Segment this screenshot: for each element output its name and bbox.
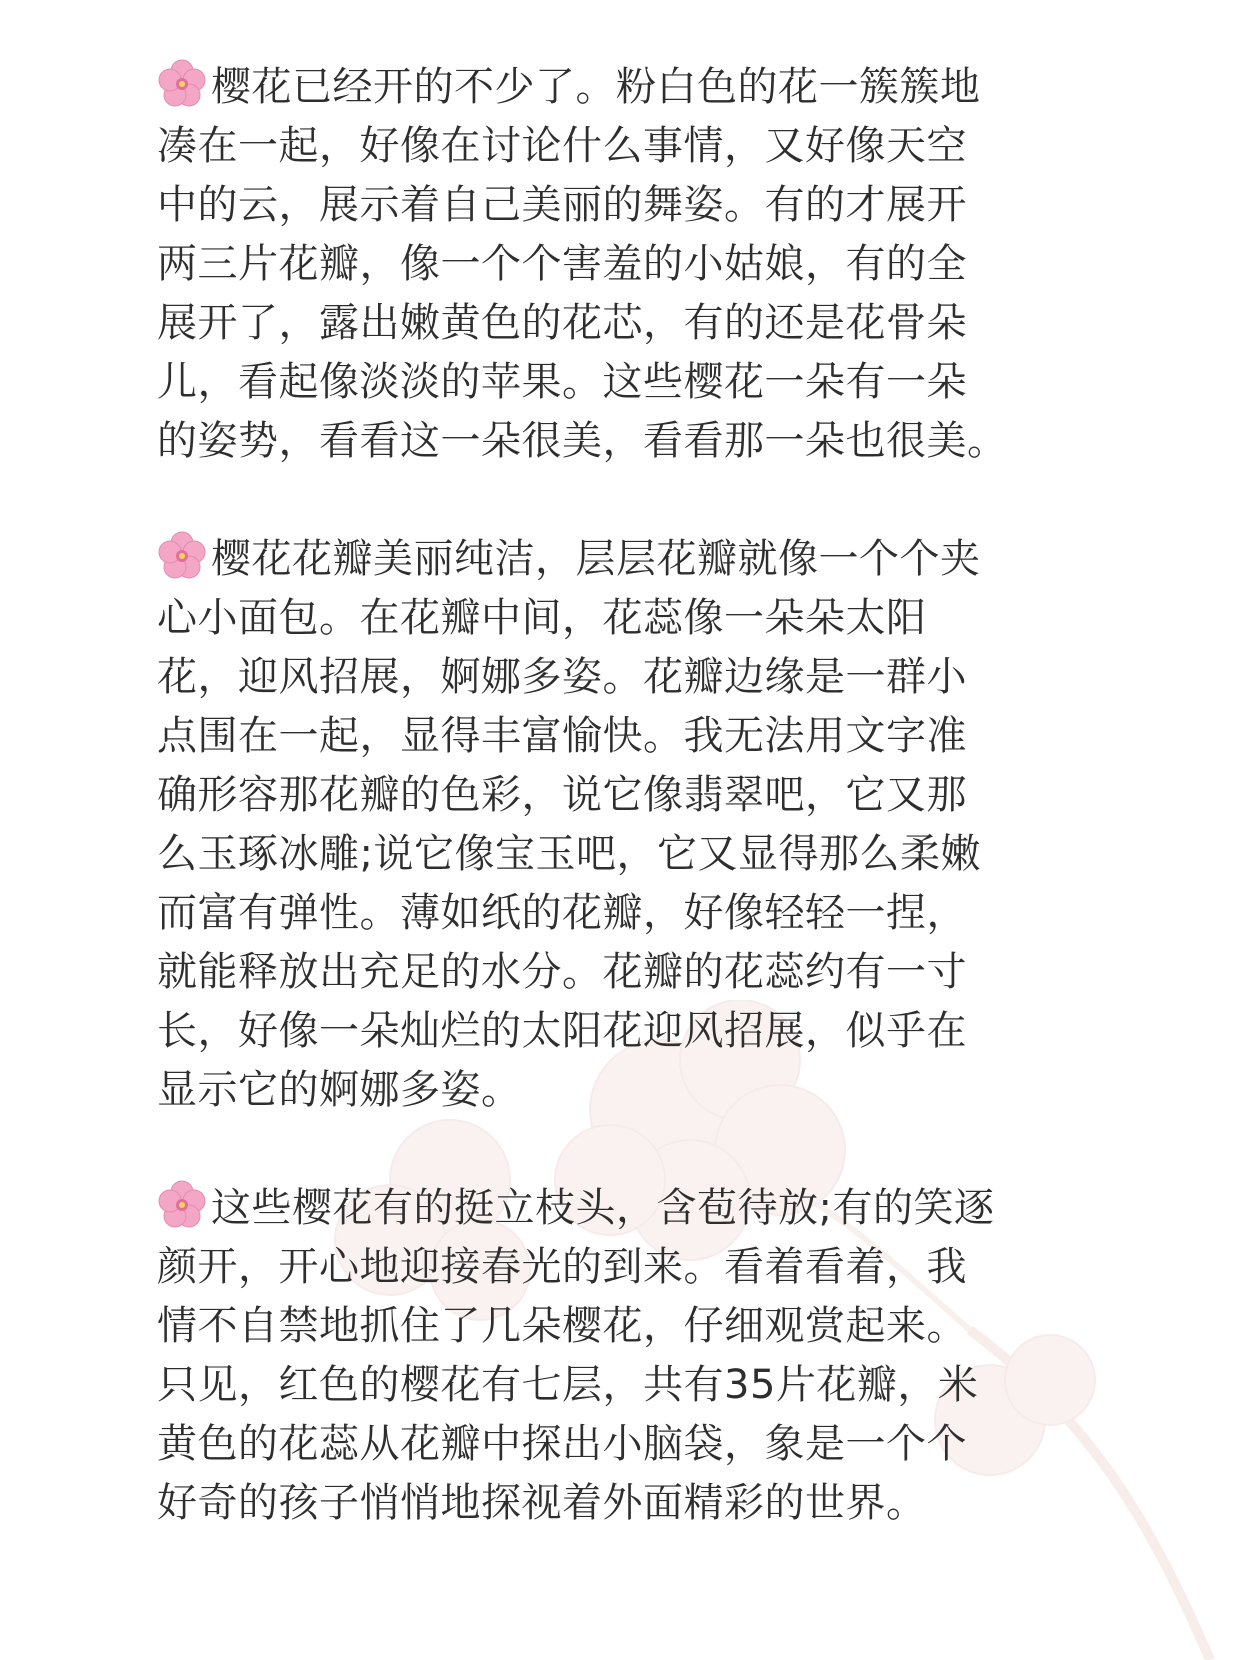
text-line: 中的云，展示着自己美丽的舞姿。有的才展开 bbox=[157, 182, 967, 228]
text-line bbox=[157, 58, 1057, 117]
text-line: 展开了，露出嫩黄色的花芯，有的还是花骨朵 bbox=[157, 300, 967, 346]
cherry-blossom-icon bbox=[157, 1180, 207, 1230]
paragraph-3 bbox=[157, 1179, 1057, 1533]
article-body bbox=[157, 58, 1057, 1592]
text-line: 黄色的花蕊从花瓣中探出小脑袋，象是一个个 bbox=[157, 1421, 967, 1467]
text-line: 心小面包。在花瓣中间，花蕊像一朵朵太阳 bbox=[157, 595, 927, 641]
text-line: 儿，看起像淡淡的苹果。这些樱花一朵有一朵 bbox=[157, 359, 967, 405]
paragraph-2 bbox=[157, 530, 1057, 1120]
text-line: 显示它的婀娜多姿。 bbox=[157, 1067, 522, 1113]
text-line: 凑在一起，好像在讨论什么事情，又好像天空 bbox=[157, 123, 967, 169]
text-line: 颜开，开心地迎接春光的到来。看着看着，我 bbox=[157, 1244, 967, 1290]
line-text: 樱花花瓣美丽纯洁，层层花瓣就像一个个夹 bbox=[211, 536, 981, 582]
text-line: 两三片花瓣，像一个个害羞的小姑娘，有的全 bbox=[157, 241, 967, 287]
text-line: 长，好像一朵灿烂的太阳花迎风招展，似乎在 bbox=[157, 1008, 967, 1054]
text-line: 就能释放出充足的水分。花瓣的花蕊约有一寸 bbox=[157, 949, 967, 995]
text-line: 点围在一起，显得丰富愉快。我无法用文字准 bbox=[157, 713, 967, 759]
paragraph-1 bbox=[157, 58, 1057, 471]
text-line: 而富有弹性。薄如纸的花瓣，好像轻轻一捏， bbox=[157, 890, 967, 936]
text-line: 的姿势，看看这一朵很美，看看那一朵也很美。 bbox=[157, 418, 1008, 464]
text-line bbox=[157, 1179, 1057, 1238]
text-line: 么玉琢冰雕;说它像宝玉吧，它又显得那么柔嫩 bbox=[157, 831, 981, 877]
line-text: 樱花已经开的不少了。粉白色的花一簇簇地 bbox=[211, 64, 981, 110]
text-line: 只见，红色的樱花有七层，共有35片花瓣，米 bbox=[157, 1362, 979, 1408]
line-text: 这些樱花有的挺立枝头，含苞待放;有的笑逐 bbox=[211, 1185, 995, 1231]
text-line bbox=[157, 530, 1057, 589]
cherry-blossom-icon bbox=[157, 531, 207, 581]
cherry-blossom-icon bbox=[157, 59, 207, 109]
text-line: 好奇的孩子悄悄地探视着外面精彩的世界。 bbox=[157, 1480, 927, 1526]
text-line: 确形容那花瓣的色彩，说它像翡翠吧，它又那 bbox=[157, 772, 967, 818]
text-line: 花，迎风招展，婀娜多姿。花瓣边缘是一群小 bbox=[157, 654, 967, 700]
text-line: 情不自禁地抓住了几朵樱花，仔细观赏起来。 bbox=[157, 1303, 967, 1349]
